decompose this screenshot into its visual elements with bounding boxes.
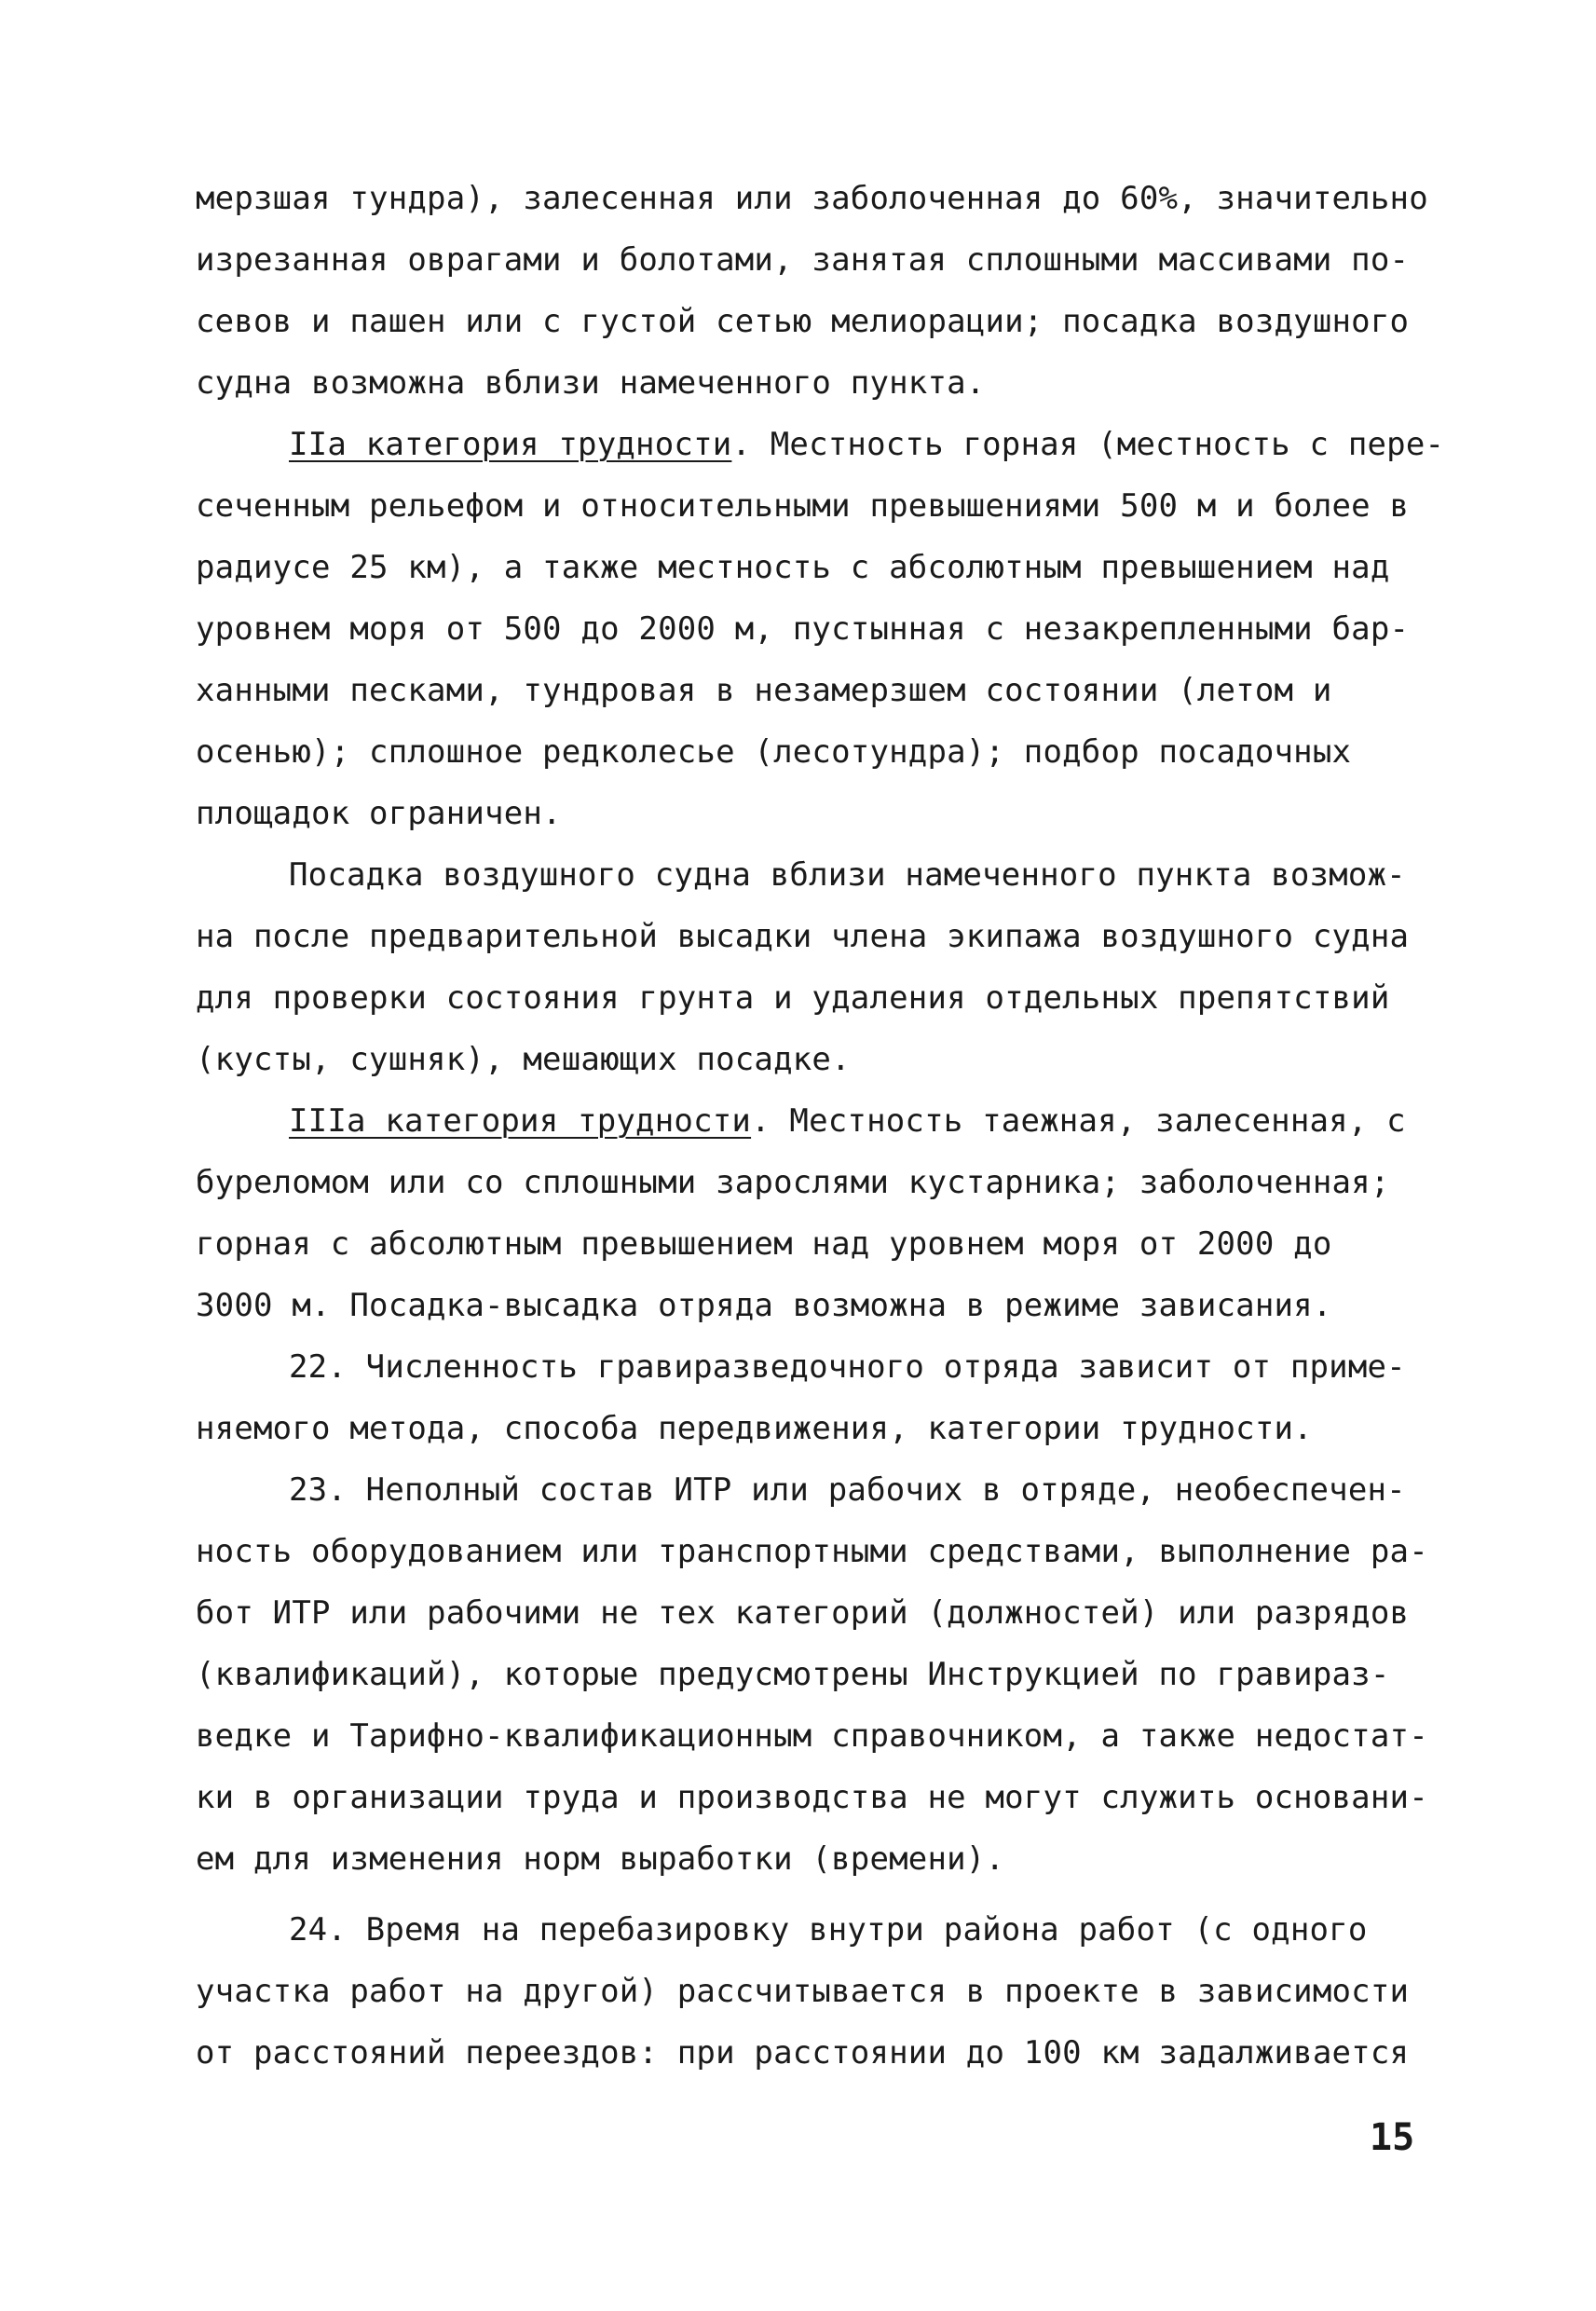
text-line: для проверки состояния грунта и удаления отдельных препятствий [196, 979, 1390, 1017]
text-line: осенью); сплошное редколесье (лесотундра); подбор посадочных [196, 733, 1352, 771]
text-line: площадок ограничен. [196, 795, 562, 832]
text-line: 23. Неполный состав ИТР или рабочих в отряде, необеспечен- [289, 1471, 1406, 1509]
text-line: от расстояний переездов: при расстоянии до 100 км задалживается [196, 2034, 1410, 2072]
text-line: радиусе 25 км), а также местность с абсолютным превышением над [196, 549, 1390, 586]
text-line: буреломом или со сплошными зарослями кустарника; заболоченная; [196, 1164, 1390, 1201]
text-line: ханными песками, тундровая в незамерзшем состоянии (летом и [196, 672, 1332, 709]
page-number: 15 [1370, 2116, 1415, 2159]
text-line: уровнем моря от 500 до 2000 м, пустынная с незакрепленными бар- [196, 610, 1410, 648]
text-line: горная с абсолютным превышением над уровнем моря от 2000 до [196, 1225, 1332, 1263]
text-line: ность оборудованием или транспортными средствами, выполнение ра- [196, 1533, 1428, 1570]
text-line: (квалификаций), которые предусмотрены Инструкцией по гравираз- [196, 1656, 1390, 1693]
text-line: 22. Численность гравиразведочного отряда зависит от приме- [289, 1348, 1406, 1386]
text-line: участка работ на другой) рассчитывается в проекте в зависимости [196, 1973, 1410, 2010]
section-heading-iia: IIa категория трудности [289, 426, 732, 463]
text-line: сеченным рельефом и относительными превышениями 500 м и более в [196, 487, 1410, 525]
section-heading-iiia: IIIa категория трудности [289, 1102, 752, 1140]
text-line: изрезанная оврагами и болотами, занятая сплошными массивами по- [196, 241, 1410, 279]
text-line: мерзшая тундра), залесенная или заболоченная до 60%, значительно [196, 180, 1428, 217]
text-line: судна возможна вблизи намеченного пункта. [196, 364, 986, 402]
text-line [289, 426, 1445, 463]
text-line: севов и пашен или с густой сетью мелиорации; посадка воздушного [196, 303, 1410, 340]
text-line: 3000 м. Посадка-высадка отряда возможна в режиме зависания. [196, 1287, 1332, 1324]
text-line: ки в организации труда и производства не могут служить основани- [196, 1779, 1428, 1816]
text-line: 24. Время на перебазировку внутри района работ (с одного [289, 1911, 1368, 1949]
text-fragment: . Местность горная (местность с пере- [731, 426, 1445, 463]
text-line: на после предварительной высадки члена экипажа воздушного судна [196, 918, 1410, 955]
text-line: Посадка воздушного судна вблизи намеченного пункта возмож- [289, 856, 1406, 894]
text-line: ем для изменения норм выработки (времени). [196, 1840, 1005, 1878]
text-line: няемого метода, способа передвижения, категории трудности. [196, 1410, 1313, 1447]
text-line [289, 1102, 1416, 1140]
text-fragment: . Местность таежная, залесенная, с [751, 1102, 1406, 1140]
text-line: бот ИТР или рабочими не тех категорий (должностей) или разрядов [196, 1594, 1410, 1632]
text-line: (кусты, сушняк), мешающих посадке. [196, 1041, 851, 1078]
text-line: ведке и Тарифно-квалификационным справочником, а также недостат- [196, 1717, 1428, 1755]
